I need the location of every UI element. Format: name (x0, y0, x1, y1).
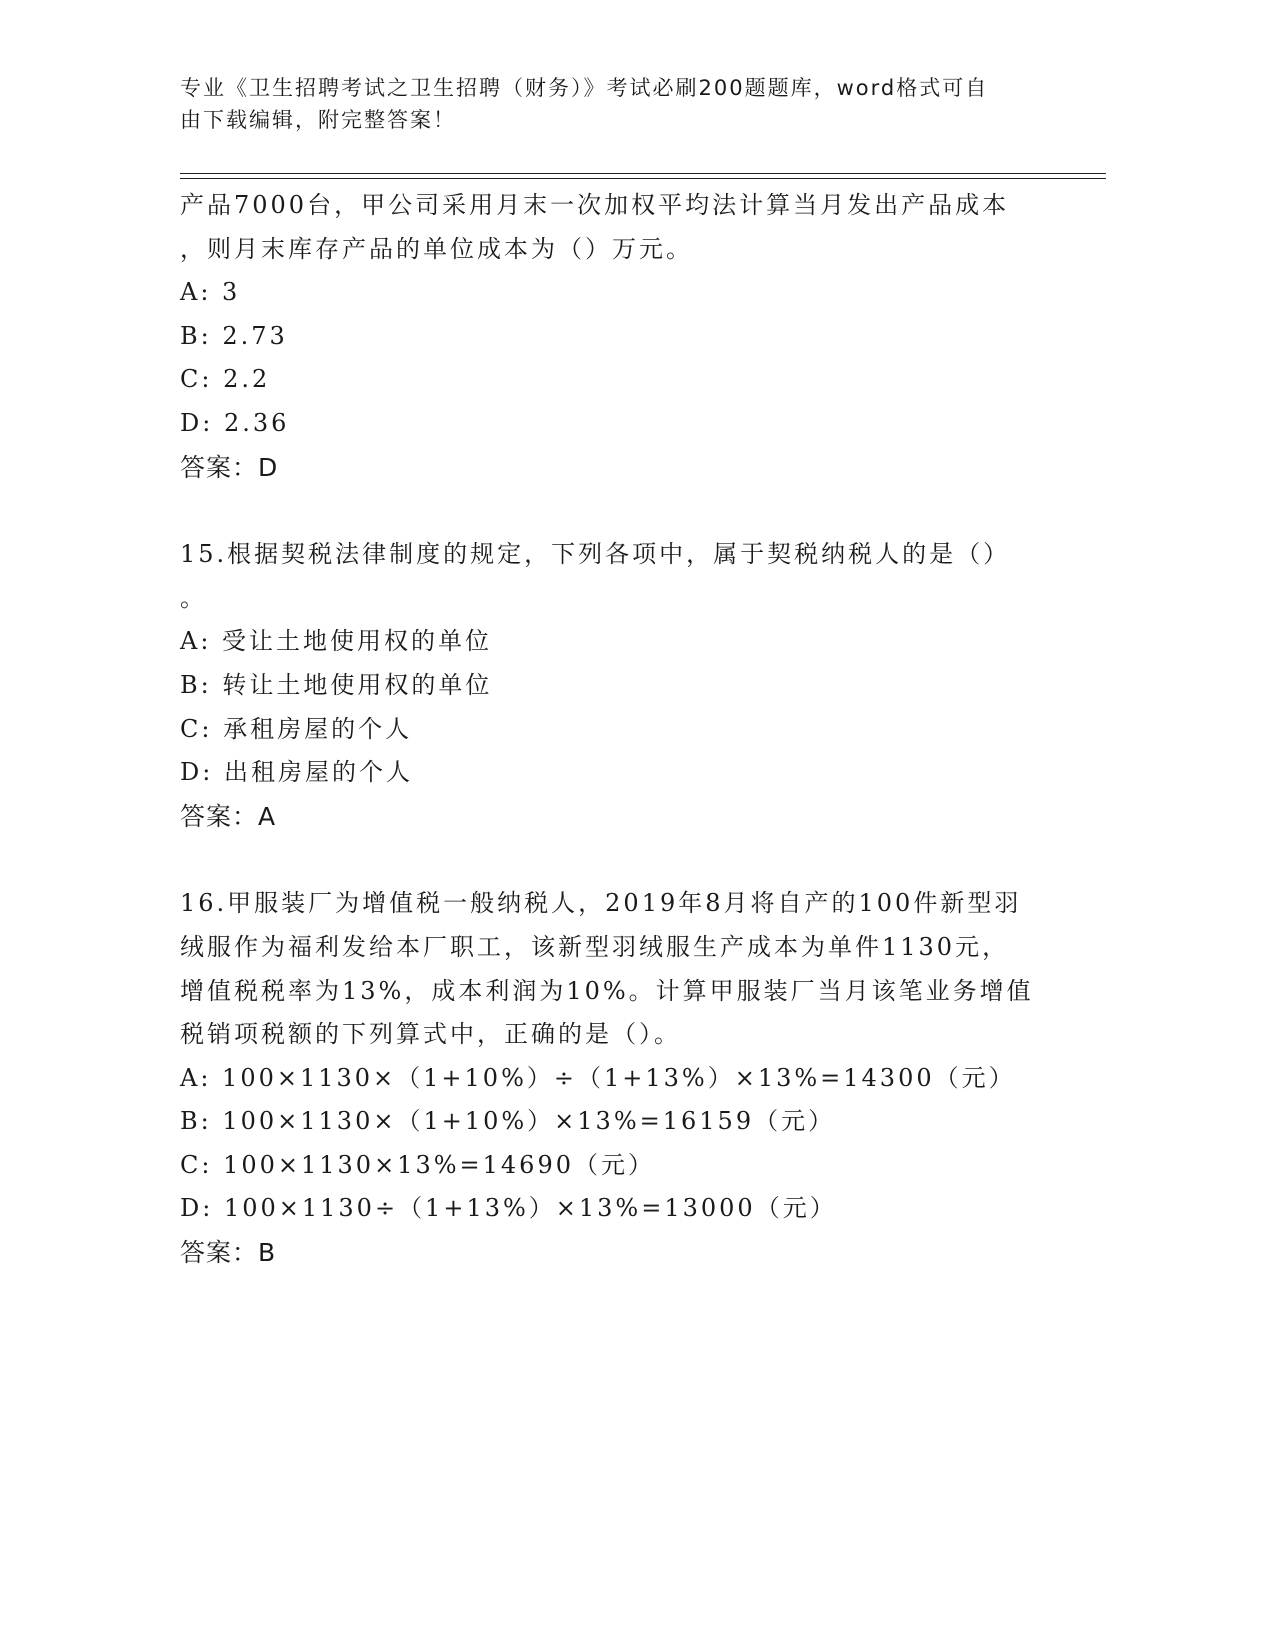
question-stem-line: 16.甲服装厂为增值税一般纳税人，2019年8月将自产的100件新型羽 (180, 889, 1022, 918)
question-stem-line: 绒服作为福利发给本厂职工，该新型羽绒服生产成本为单件1130元， (180, 932, 1010, 961)
option-c: C: 承租房屋的个人 (180, 714, 413, 743)
option-d: D: 出租房屋的个人 (180, 758, 413, 787)
question-stem-line: 15.根据契税法律制度的规定，下列各项中，属于契税纳税人的是（） (180, 540, 1011, 569)
question-list (180, 184, 1080, 1275)
question-spacer (180, 489, 1080, 533)
option-c: C: 100×1130×13%=14690（元） (180, 1150, 655, 1179)
answer: 答案：A (180, 801, 277, 831)
option-b: B: 100×1130×（1+10%）×13%=16159（元） (180, 1107, 836, 1136)
question-stem-line: ，则月末库存产品的单位成本为（）万元。 (180, 234, 693, 263)
option-a: A: 3 (180, 278, 241, 307)
option-d: D: 2.36 (180, 408, 290, 437)
question-stem-line: 。 (180, 583, 207, 612)
header-line-2: 由下载编辑，附完整答案！ (180, 108, 456, 132)
question-stem-line: 产品7000台，甲公司采用月末一次加权平均法计算当月发出产品成本 (180, 191, 1010, 219)
document-header (180, 72, 1060, 136)
answer: 答案：D (180, 452, 279, 482)
answer: 答案：B (180, 1238, 277, 1268)
header-divider-bottom (180, 178, 1106, 179)
option-a: A: 受让土地使用权的单位 (180, 627, 493, 656)
question-spacer (180, 838, 1080, 882)
question-15 (180, 533, 1080, 838)
question-stem-line: 税销项税额的下列算式中，正确的是（）。 (180, 1020, 681, 1049)
question-14 (180, 184, 1080, 489)
option-b: B: 2.73 (180, 321, 288, 350)
option-d: D: 100×1130÷（1+13%）×13%=13000（元） (180, 1194, 837, 1223)
option-b: B: 转让土地使用权的单位 (180, 670, 493, 699)
question-16 (180, 882, 1080, 1274)
header-line-1: 专业《卫生招聘考试之卫生招聘（财务）》考试必刷200题题库，word格式可自 (180, 76, 989, 100)
header-divider-top (180, 173, 1106, 174)
option-c: C: 2.2 (180, 365, 271, 394)
question-stem-line: 增值税税率为13%，成本利润为10%。计算甲服装厂当月该笔业务增值 (180, 976, 1034, 1005)
option-a: A: 100×1130×（1+10%）÷（1+13%）×13%=14300（元） (180, 1063, 1016, 1092)
